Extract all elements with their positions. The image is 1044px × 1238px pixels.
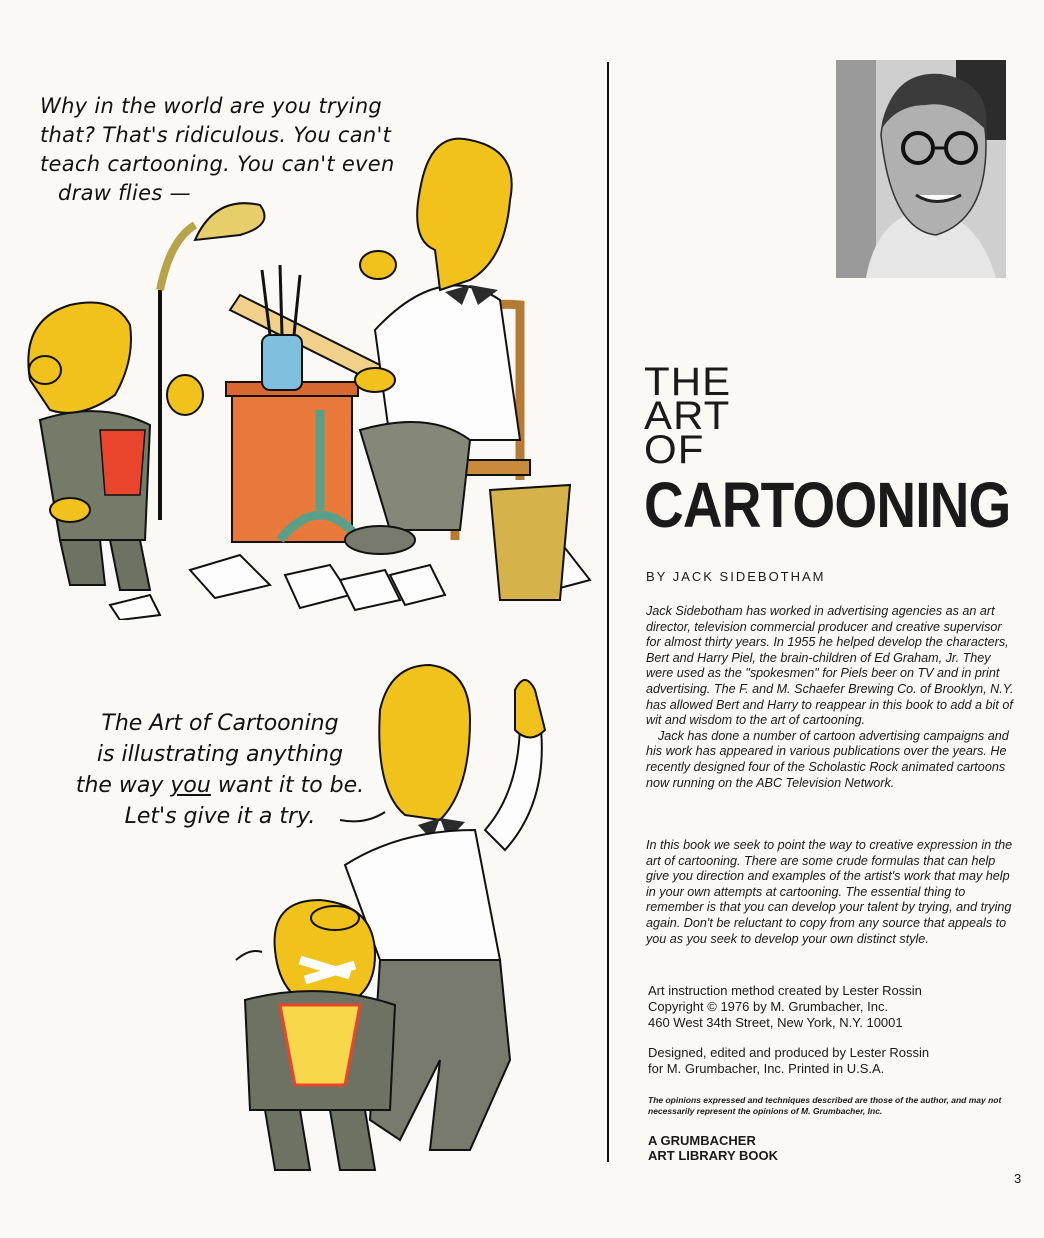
credits-block: [648, 983, 1008, 1031]
intro-paragraph: In this book we seek to point the way to creative expression in the art of cartooning. There are some crude formulas that can help give you direction and examples of the artist's work that may help in your own attempts at cartooning. The essential thing to remember is that you can develop your talent by trying, and trying again. Don't be reluctant to copy from any source that appeals to you as you seek to develop your own distinct style.: [646, 838, 1013, 946]
credit-line: 460 West 34th Street, New York, N.Y. 10001: [648, 1015, 903, 1030]
speech-emphasis: you: [170, 773, 211, 798]
speech-line: that? That's ridiculous. You can't: [40, 123, 392, 147]
speech-balloon-bottom: [60, 708, 380, 832]
speech-line: Let's give it a try.: [124, 804, 316, 829]
author-photo: [836, 60, 1006, 278]
column-divider: [607, 62, 609, 1162]
author-byline: BY JACK SIDEBOTHAM: [646, 569, 826, 584]
series-line: A GRUMBACHER: [648, 1133, 756, 1148]
speech-text: want it to be.: [210, 773, 365, 798]
author-bio: [646, 604, 1016, 791]
title-line: ART: [644, 394, 731, 438]
credit-line: Art instruction method created by Lester Rossin: [648, 983, 922, 998]
title-line: THE: [644, 360, 732, 404]
series-label: [648, 1133, 778, 1163]
disclaimer: The opinions expressed and techniques described are those of the author, and may not necessarily represent the opinions of M. Grumbacher, Inc.: [648, 1095, 1002, 1116]
title-main-word: CARTOONING: [644, 469, 1011, 541]
speech-line: draw flies —: [58, 181, 191, 205]
speech-balloon-top: [40, 92, 420, 208]
credit-line: Designed, edited and produced by Lester Rossin: [648, 1045, 930, 1060]
page-number: 3: [1014, 1171, 1022, 1186]
speech-line: is illustrating anything: [96, 742, 344, 767]
speech-line: teach cartooning. You can't even: [40, 152, 395, 176]
credit-line: Copyright © 1976 by M. Grumbacher, Inc.: [648, 999, 889, 1014]
production-credits: [648, 1045, 1008, 1077]
series-line: ART LIBRARY BOOK: [648, 1148, 778, 1163]
title-line: OF: [644, 428, 705, 472]
credit-line: for M. Grumbacher, Inc. Printed in U.S.A.: [648, 1061, 885, 1076]
speech-text: the way: [75, 773, 171, 798]
book-title: [644, 360, 1044, 541]
speech-line-3: [60, 770, 380, 801]
speech-line: The Art of Cartooning: [101, 711, 339, 736]
speech-line: Why in the world are you trying: [40, 94, 383, 118]
bio-paragraph: Jack has done a number of cartoon advertising campaigns and his work has appeared in various publications over the years. He recently designed four of the Scholastic Rock animated cartoons now running on the ABC Television Network.: [646, 728, 1009, 790]
bio-paragraph: Jack Sidebotham has worked in advertising agencies as an art director, television commercial producer and creative supervisor for almost thirty years. In 1955 he helped develop the characters, Bert and Harry Piel, the brain-children of Ed Graham, Jr. They were used as the "spokesmen" for Piels beer on TV and in print advertising. The F. and M. Schaefer Brewing Co. of Brooklyn, N.Y. has allowed Bert and Harry to reappear in this book to add a bit of wit and wisdom to the art of cartooning.: [646, 604, 1014, 728]
